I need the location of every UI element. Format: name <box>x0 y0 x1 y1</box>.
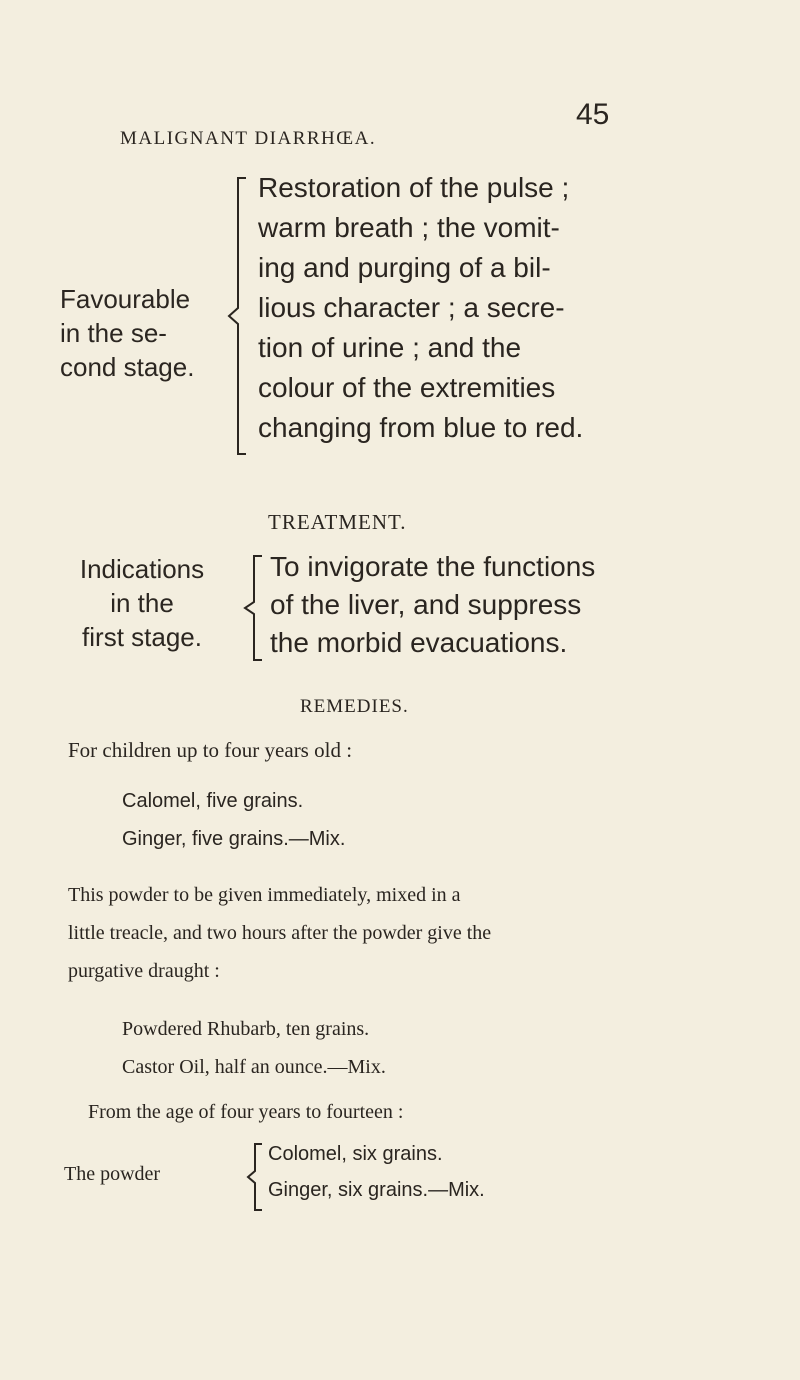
favourable-brace <box>224 172 250 460</box>
indications-side-note <box>44 552 240 654</box>
draught-prescription <box>122 1010 386 1086</box>
text-line: lious character ; a secre- <box>258 292 565 323</box>
children-intro: For children up to four years old : <box>68 738 353 762</box>
rx-line: Calomel, five grains. <box>122 790 304 812</box>
text-line: tion of urine ; and the <box>258 332 522 363</box>
older-prescription <box>268 1136 485 1208</box>
running-title: MALIGNANT DIARRHŒA. <box>120 128 377 149</box>
text-line: changing from blue to red. <box>258 412 584 443</box>
side-line: Indications <box>79 554 205 584</box>
children-prescription <box>122 782 345 858</box>
text-line: To invigorate the functions <box>270 551 596 582</box>
rx-line: Ginger, five grains.—Mix. <box>122 828 346 850</box>
text-line: Restoration of the pulse ; <box>258 172 570 203</box>
text-line: This powder to be given immediately, mixed in a <box>68 884 461 906</box>
treatment-heading: TREATMENT. <box>268 510 407 534</box>
favourable-signs <box>258 168 583 448</box>
text-line: purgative draught : <box>68 960 220 982</box>
rx-line: Castor Oil, half an ounce.—Mix. <box>122 1056 386 1078</box>
side-line: cond stage. <box>60 352 195 382</box>
text-line: colour of the extremities <box>258 372 556 403</box>
older-intro: From the age of four years to fourteen : <box>88 1101 404 1123</box>
side-line: Favourable <box>60 284 191 314</box>
rx-line: Ginger, six grains.—Mix. <box>268 1179 485 1201</box>
side-line: in the se- <box>60 318 167 348</box>
side-line: in the <box>110 588 174 618</box>
rx-line: Powdered Rhubarb, ten grains. <box>122 1018 370 1040</box>
text-line: ing and purging of a bil- <box>258 252 551 283</box>
older-brace <box>244 1140 266 1214</box>
page-number: 45 <box>576 98 610 131</box>
instruction-paragraph <box>68 876 491 990</box>
remedies-heading: REMEDIES. <box>300 696 409 717</box>
text-line: little treacle, and two hours after the powder give the <box>68 922 492 944</box>
treatment-aims <box>270 548 595 662</box>
text-line: warm breath ; the vomit- <box>258 212 560 243</box>
treatment-brace <box>240 552 266 664</box>
text-line: the morbid evacuations. <box>270 627 568 658</box>
powder-label: The powder <box>64 1163 161 1185</box>
side-line: first stage. <box>82 622 202 652</box>
favourable-side-note <box>60 282 194 384</box>
text-line: of the liver, and suppress <box>270 589 582 620</box>
rx-line: Colomel, six grains. <box>268 1143 443 1165</box>
